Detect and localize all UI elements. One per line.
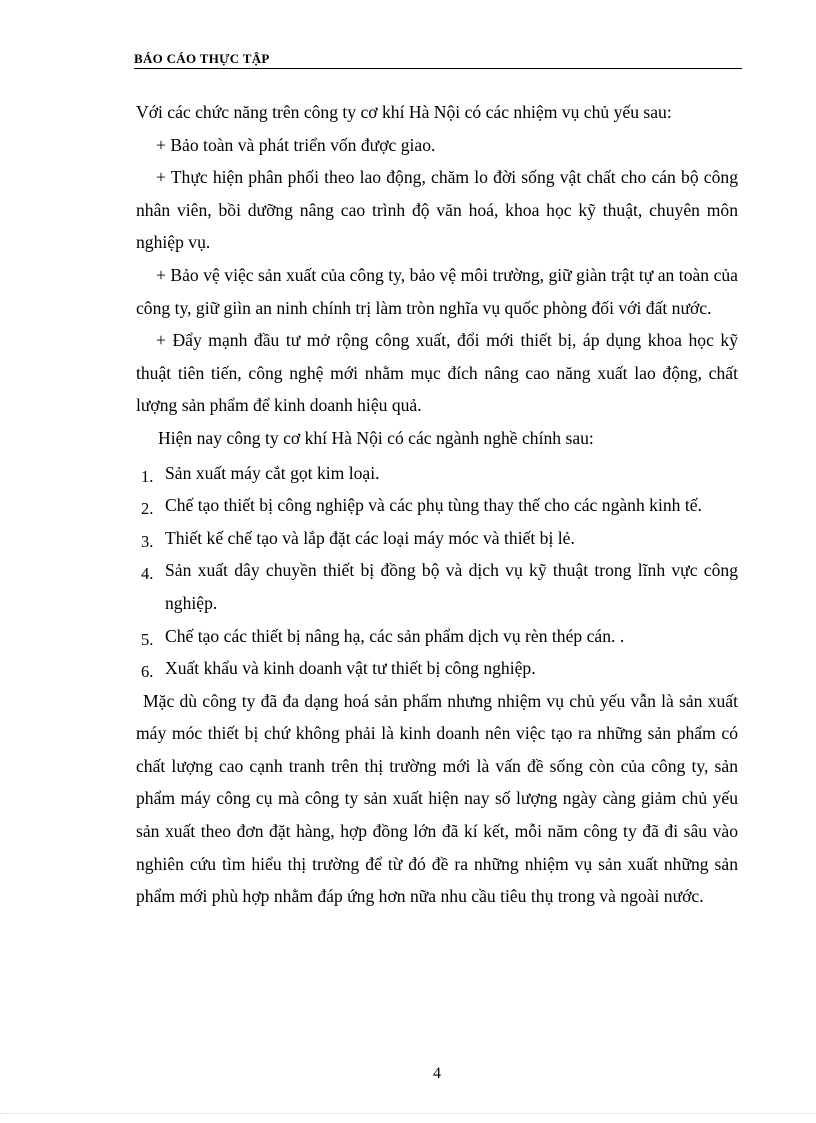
list-item bbox=[136, 522, 738, 555]
task-paragraph: + Đẩy mạnh đầu tư mở rộng công xuất, đổi mới thiết bị, áp dụng khoa học kỹ thuật tiên tiến, công nghệ mới nhằm mục đích nâng cao năng xuất lao động, chất lượng sản phẩm để kinh doanh hiệu quả. bbox=[136, 330, 738, 416]
list-item-text: Sản xuất dây chuyền thiết bị đồng bộ và dịch vụ kỹ thuật trong lĩnh vực công nghiệp. bbox=[165, 560, 738, 613]
business-lines-list bbox=[136, 457, 738, 685]
intro-paragraph: Với các chức năng trên công ty cơ khí Hà Nội có các nhiệm vụ chủ yếu sau: bbox=[136, 102, 672, 122]
list-item-number: 1. bbox=[141, 466, 154, 486]
footer-divider bbox=[0, 1113, 816, 1114]
list-item bbox=[136, 457, 738, 490]
closing-paragraph: Mặc dù công ty đã đa dạng hoá sản phẩm nhưng nhiệm vụ chủ yếu vẫn là sản xuất máy móc thiết bị chứ không phải là kinh doanh nên việc tạo ra những sản phẩm có chất lượng cao cạnh tranh trên thị trường mới là vấn đề sống còn của công ty, sản phẩm máy công cụ mà công ty sản xuất hiện nay số lượng ngày càng giảm chủ yếu sản xuất theo đơn đặt hàng, hợp đồng lớn đã kí kết, mỗi năm công ty đã đi sâu vào nghiên cứu tìm hiểu thị trường để từ đó đề ra những nhiệm vụ sản xuất những sản phẩm mới phù hợp nhằm đáp ứng hơn nữa nhu cầu tiêu thụ trong và ngoài nước. bbox=[136, 690, 738, 907]
page-number: 4 bbox=[433, 1065, 441, 1082]
document-body bbox=[136, 96, 738, 913]
list-item-number: 5. bbox=[141, 629, 154, 649]
list-item-text: Xuất khẩu và kinh doanh vật tư thiết bị công nghiệp. bbox=[165, 658, 536, 679]
list-item bbox=[136, 489, 738, 522]
list-item bbox=[136, 620, 738, 653]
list-item-number: 6. bbox=[141, 662, 154, 682]
list-item-number: 4. bbox=[141, 564, 154, 584]
business-lines-intro: Hiện nay công ty cơ khí Hà Nội có các ngành nghề chính sau: bbox=[158, 427, 594, 448]
list-item-number: 3. bbox=[141, 531, 154, 551]
task-paragraph: + Bảo vệ việc sản xuất của công ty, bảo vệ môi trường, giữ giàn trật tự an toàn của công ty, giữ giìn an ninh chính trị làm tròn nghĩa vụ quốc phòng đối với đất nước. bbox=[136, 264, 738, 318]
list-item-text: Sản xuất máy cắt gọt kim loại. bbox=[165, 462, 380, 483]
page-header bbox=[134, 50, 742, 69]
task-paragraph: + Thực hiện phân phối theo lao động, chăm lo đời sống vật chất cho cán bộ công nhân viên, bồi dưỡng nâng cao trình độ văn hoá, khoa học kỹ thuật, chuyên môn nghiệp vụ. bbox=[136, 167, 738, 253]
list-item-text: Chế tạo thiết bị công nghiệp và các phụ tùng thay thế cho các ngành kinh tế. bbox=[165, 495, 702, 516]
list-item-number: 2. bbox=[141, 499, 154, 519]
list-item-text: Thiết kế chế tạo và lắp đặt các loại máy móc và thiết bị lẻ. bbox=[165, 527, 575, 548]
header-title: BÁO CÁO THỰC TẬP bbox=[134, 51, 270, 66]
list-item bbox=[136, 554, 738, 619]
task-paragraph: + Bảo toàn và phát triển vốn được giao. bbox=[156, 134, 436, 155]
list-item-text: Chế tạo các thiết bị nâng hạ, các sản phẩm dịch vụ rèn thép cán. . bbox=[165, 625, 625, 646]
list-item bbox=[136, 652, 738, 685]
